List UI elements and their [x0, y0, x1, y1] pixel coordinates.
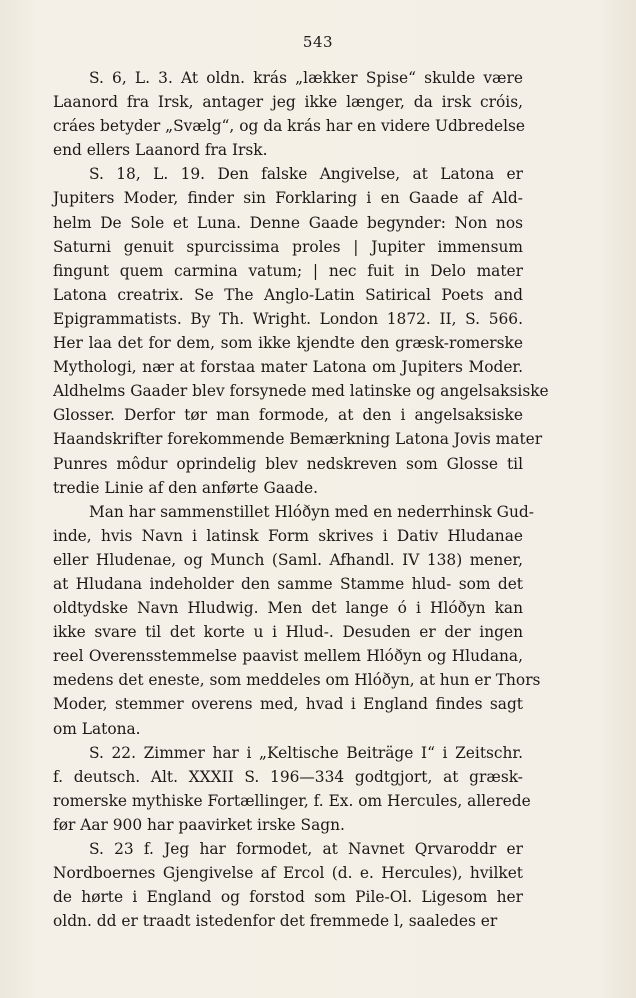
- text-line: S. 22. Zimmer har i „Keltische Beiträge I“ i Zeitschr.: [89, 743, 523, 762]
- text-line: de hørte i England og forstod som Pile-Ol. Ligesom her: [53, 888, 523, 907]
- text-line: romerske mythiske Fortællinger, f. Ex. om Hercules, allerede: [53, 791, 531, 810]
- text-line: Epigrammatists. By Th. Wright. London 1872. II, S. 566.: [53, 309, 523, 328]
- paragraph: [53, 741, 531, 837]
- text-line: medens det eneste, som meddeles om Hlóðyn, at hun er Thors: [53, 671, 541, 690]
- text-line: end ellers Laanord fra Irsk.: [53, 141, 268, 160]
- text-line: Aldhelms Gaader blev forsynede med latinske og angelsaksiske: [53, 382, 549, 401]
- text-line: S. 18, L. 19. Den falske Angivelse, at Latona er: [89, 165, 523, 184]
- text-line: S. 6, L. 3. At oldn. krás „lækker Spise“ skulde være: [89, 69, 523, 87]
- text-line: cráes betyder „Svælg“, og da krás har en videre Udbredelse: [53, 117, 525, 136]
- text-line: eller Hludenae, og Munch (Saml. Afhandl. IV 138) mener,: [53, 550, 523, 569]
- text-line: Moder, stemmer overens med, hvad i England findes sagt: [53, 695, 523, 714]
- text-line: Punres môdur oprindelig blev nedskreven som Glosse til: [53, 454, 523, 473]
- text-line: fingunt quem carmina vatum; | nec fuit in Delo mater: [53, 261, 523, 280]
- text-line: Haandskrifter forekommende Bemærkning Latona Jovis mater: [53, 430, 543, 449]
- page-number: 543: [302, 33, 334, 51]
- text-line: Jupiters Moder, finder sin Forklaring i en Gaade af Ald-: [53, 189, 523, 208]
- text-line: S. 23 f. Jeg har formodet, at Navnet Qrvaroddr er: [89, 840, 523, 858]
- text-line: ikke svare til det korte u i Hlud-. Desuden er der ingen: [53, 623, 523, 642]
- text-line: Man har sammenstillet Hlóðyn med en nederrhinsk Gud-: [89, 502, 534, 521]
- text-line: Laanord fra Irsk, antager jeg ikke længer, da irsk cróis,: [53, 93, 523, 112]
- text-line: f. deutsch. Alt. XXXII S. 196—334 godtgjort, at græsk-: [53, 767, 523, 786]
- text-line: reel Overensstemmelse paavist mellem Hlóðyn og Hludana,: [53, 647, 523, 666]
- paragraph: [53, 500, 541, 741]
- paragraph: [53, 837, 523, 933]
- text-line: Nordboernes Gjengivelse af Ercol (d. e. Hercules), hvilket: [53, 864, 523, 883]
- text-line: oldn. dd er traadt istedenfor det fremmede l, saaledes er: [53, 912, 498, 931]
- text-line: tredie Linie af den anførte Gaade.: [53, 478, 319, 497]
- text-line: Latona creatrix. Se The Anglo-Latin Satirical Poets and: [53, 285, 523, 304]
- paragraph: [53, 66, 523, 162]
- body-text: [53, 66, 549, 933]
- text-line: før Aar 900 har paavirket irske Sagn.: [53, 815, 345, 834]
- text-line: om Latona.: [53, 719, 141, 738]
- text-line: Mythologi, nær at forstaa mater Latona om Jupiters Moder.: [53, 358, 523, 377]
- text-line: Her laa det for dem, som ikke kjendte den græsk-romerske: [53, 334, 523, 353]
- text-line: Saturni genuit spurcissima proles | Jupiter immensum: [53, 237, 523, 256]
- text-line: oldtydske Navn Hludwig. Men det lange ó i Hlóðyn kan: [53, 599, 523, 618]
- text-line: at Hludana indeholder den samme Stamme hlud- som det: [53, 574, 523, 593]
- text-line: inde, hvis Navn i latinsk Form skrives i Dativ Hludanae: [53, 526, 523, 545]
- paragraph: [53, 162, 549, 499]
- text-line: Glosser. Derfor tør man formode, at den i angelsaksiske: [53, 406, 523, 425]
- text-line: helm De Sole et Luna. Denne Gaade begynder: Non nos: [53, 213, 523, 232]
